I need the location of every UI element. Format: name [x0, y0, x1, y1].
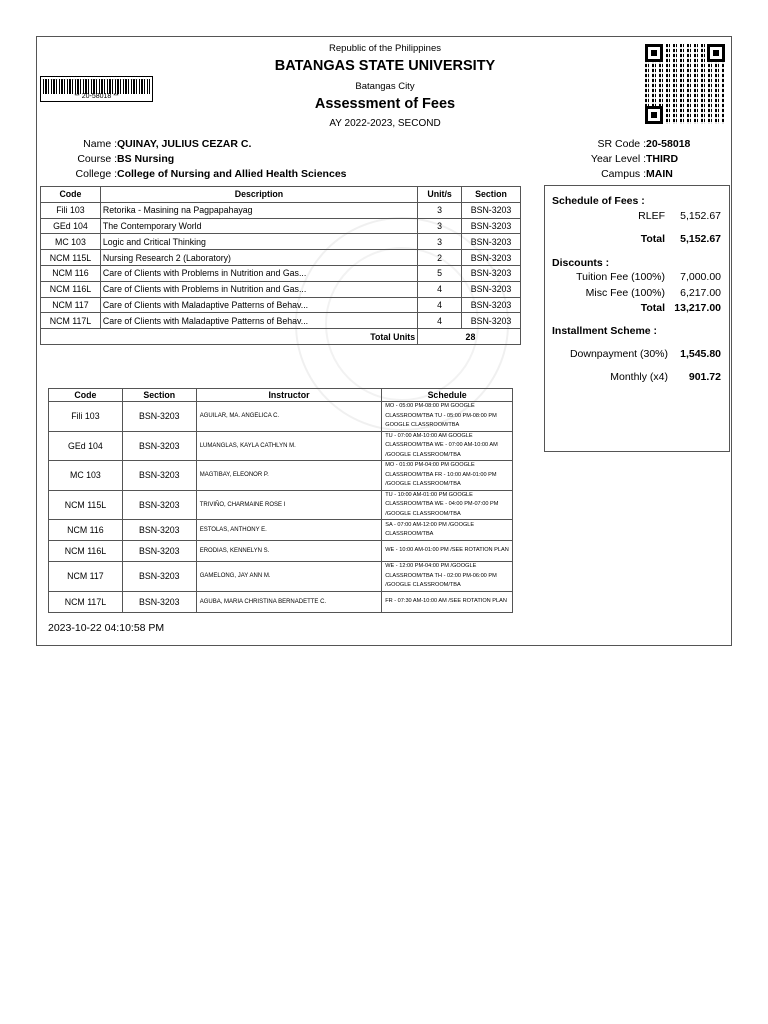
academic-year: AY 2022-2023, SECOND — [329, 118, 441, 129]
monthly-value: 901.72 — [688, 371, 721, 383]
total-units-label: Total Units — [41, 329, 418, 345]
table-row: NCM 117 BSN-3203 GAMELONG, JAY ANN M. WE - 12:00 PM-04:00 PM /GOOGLE CLASSROOM/TBA TH - 02:00 PM-06:00 PM /GOOGLE CLASSROOM/TBA — [49, 562, 513, 592]
year-level: THIRD — [646, 153, 679, 165]
installment-title: Installment Scheme : — [552, 325, 658, 337]
rlef-value: 5,152.67 — [680, 210, 721, 222]
record-labels: SR Code : Year Level : Campus : — [590, 138, 646, 180]
downpayment-label: Downpayment (30%) — [569, 348, 668, 360]
table-row: NCM 116L BSN-3203 ERODIAS, KENNELYN S. WE - 10:00 AM-01:00 PM /SEE ROTATION PLAN — [49, 541, 513, 562]
barcode-text: ** 20-58018 ** — [74, 93, 119, 100]
sr-code: 20-58018 — [646, 138, 691, 150]
table-row: NCM 117L Care of Clients with Maladaptive Patterns of Behav... 4 BSN-3203 — [41, 313, 521, 329]
table-row: MC 103 BSN-3203 MAGTIBAY, ELEONOR P. MO - 01:00 PM-04:00 PM GOOGLE CLASSROOM/TBA FR - 10:00 AM-01:00 PM /GOOGLE CLASSROOM/TBA — [49, 461, 513, 491]
table-row: GEd 104 The Contemporary World 3 BSN-3203 — [41, 218, 521, 234]
fees-panel — [544, 185, 730, 452]
discount-total-value: 13,217.00 — [674, 302, 721, 314]
student-name: QUINAY, JULIUS CEZAR C. — [117, 138, 252, 150]
monthly-label: Monthly (x4) — [610, 371, 668, 383]
university-name: BATANGAS STATE UNIVERSITY — [274, 58, 496, 74]
page-title: Assessment of Fees — [314, 96, 456, 112]
table-row: NCM 116L Care of Clients with Problems in Nutrition and Gas... 4 BSN-3203 — [41, 281, 521, 297]
fees-total-value: 5,152.67 — [680, 233, 721, 245]
barcode — [40, 76, 153, 102]
record-values — [646, 137, 726, 182]
total-units-row — [41, 329, 521, 345]
schedule-of-fees-title: Schedule of Fees : — [552, 195, 645, 207]
table-row: NCM 116 Care of Clients with Problems in Nutrition and Gas... 5 BSN-3203 — [41, 265, 521, 281]
table-row: Fili 103 Retorika - Masining na Pagpapahayag 3 BSN-3203 — [41, 202, 521, 218]
misc-label: Misc Fee (100%) — [585, 287, 665, 299]
table-row: Fili 103 BSN-3203 AGUILAR, MA. ANGELICA C. MO - 05:00 PM-08:00 PM GOOGLE CLASSROOM/TBA TU - 05:00 PM-08:00 PM GOOGLE CLASSROOM/TBA — [49, 402, 513, 432]
table-row: NCM 115L BSN-3203 TRIVIÑO, CHARMAINE ROSE I TU - 10:00 AM-01:00 PM GOOGLE CLASSROOM/TBA WE - 04:00 PM-07:00 PM /GOOGLE CLASSROOM/TBA — [49, 490, 513, 520]
tuition-value: 7,000.00 — [680, 271, 721, 283]
subjects-header-row: Code Description Unit/s Section — [41, 187, 521, 203]
table-row: NCM 117L BSN-3203 AGUBA, MARIA CHRISTINA BERNADETTE C. FR - 07:30 AM-10:00 AM /SEE ROTATION PLAN — [49, 591, 513, 612]
table-row: NCM 116 BSN-3203 ESTOLAS, ANTHONY E. SA - 07:00 AM-12:00 PM /GOOGLE CLASSROOM/TBA — [49, 520, 513, 541]
subjects-table — [40, 186, 521, 345]
misc-value: 6,217.00 — [680, 287, 721, 299]
qr-code — [645, 44, 725, 124]
discount-total-label: Total — [640, 302, 665, 314]
campus: MAIN — [646, 168, 673, 180]
republic-text: Republic of the Philippines — [329, 43, 441, 54]
total-units-value: 28 — [462, 329, 521, 345]
table-row: GEd 104 BSN-3203 LUMANGLAS, KAYLA CATHLYN M. TU - 07:00 AM-10:00 AM GOOGLE CLASSROOM/TBA WE - 07:00 AM-10:00 AM /GOOGLE CLASSROOM/TBA — [49, 431, 513, 461]
student-labels: Name : Course : College : — [75, 138, 117, 180]
table-row: MC 103 Logic and Critical Thinking 3 BSN-3203 — [41, 234, 521, 250]
student-course: BS Nursing — [117, 153, 175, 165]
tuition-label: Tuition Fee (100%) — [576, 271, 665, 283]
schedule-table — [48, 388, 513, 613]
downpayment-value: 1,545.80 — [680, 348, 721, 360]
print-timestamp: 2023-10-22 04:10:58 PM — [48, 622, 165, 634]
student-values — [117, 137, 437, 182]
table-row: NCM 115L Nursing Research 2 (Laboratory) 2 BSN-3203 — [41, 250, 521, 266]
rlef-label: RLEF — [638, 210, 665, 222]
schedule-header-row: Code Section Instructor Schedule — [49, 389, 513, 402]
discounts-title: Discounts : — [552, 257, 610, 269]
assessment-document — [36, 36, 732, 646]
fees-total-label: Total — [640, 233, 665, 245]
student-college: College of Nursing and Allied Health Sciences — [117, 168, 347, 180]
city-text: Batangas City — [355, 81, 415, 92]
table-row: NCM 117 Care of Clients with Maladaptive Patterns of Behav... 4 BSN-3203 — [41, 297, 521, 313]
